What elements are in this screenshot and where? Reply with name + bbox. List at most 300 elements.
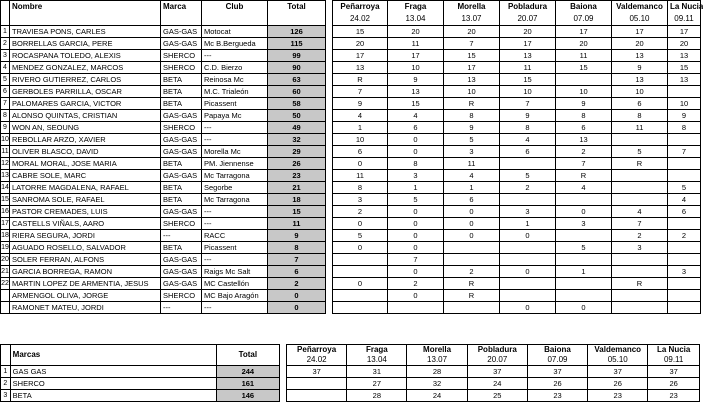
brands-body [1,366,700,402]
round-result [612,182,668,194]
round-result: 0 [500,266,556,278]
brand-round-result: 31 [347,366,407,378]
rider-name: OLIVER BLASCO, DAVID [10,146,161,158]
spacer-cell [326,230,333,242]
rider-club: MC Bajo Aragón [202,290,268,302]
table-row [1,50,701,62]
round-result [556,230,612,242]
round-result: 8 [500,122,556,134]
round-result: 7 [556,158,612,170]
rider-club: Motocat [202,26,268,38]
round-result: 3 [556,218,612,230]
spacer-cell [326,302,333,314]
round-result: 10 [556,86,612,98]
rider-club: PM. Jiennense [202,158,268,170]
table-row [1,26,701,38]
rider-brand: BETA [161,74,202,86]
round-result: 15 [668,62,701,74]
round-result: 5 [388,194,444,206]
round-result: 3 [388,170,444,182]
spacer-cell [279,378,287,390]
round-result [668,86,701,98]
rider-brand: GAS-GAS [161,278,202,290]
rider-name: MARTIN LOPEZ DE ARMENTIA, JESUS [10,278,161,290]
spacer-cell [326,98,333,110]
nombre-header: Nombre [10,1,161,14]
round-result: 7 [388,254,444,266]
brand-round-result: 25 [467,390,527,402]
round-result [668,242,701,254]
rider-name: AGUADO ROSELLO, SALVADOR [10,242,161,254]
rider-total: 18 [268,194,326,206]
round-result: R [333,74,388,86]
round-result: 4 [612,206,668,218]
row-position: 1 [1,366,11,378]
round-result: 17 [612,26,668,38]
rider-name: ARMENGOL OLIVA, JORGE [10,290,161,302]
round-result: 3 [668,266,701,278]
round-result: 0 [556,206,612,218]
brand-round-3: Pobladura 20.07 [467,345,527,366]
round-result [668,170,701,182]
round-result: 20 [333,38,388,50]
round-result: 0 [444,206,500,218]
round-result: 13 [333,62,388,74]
spacer-column [326,1,333,14]
round-result: 11 [612,122,668,134]
rider-club: Picassent [202,242,268,254]
round-result [668,278,701,290]
round-result: 1 [444,182,500,194]
round-date: 07.09 [556,13,612,26]
round-result [556,278,612,290]
brand-round-result [287,390,347,402]
round-result: R [444,278,500,290]
round-result: 13 [388,86,444,98]
round-result [668,158,701,170]
spacer-cell [326,170,333,182]
round-result: 0 [444,218,500,230]
round-result: 15 [333,26,388,38]
rider-name: TRAVIESA PONS, CARLES [10,26,161,38]
table-row [1,242,701,254]
row-position: 1 [1,26,10,38]
spacer-column [279,345,287,366]
round-result [556,194,612,206]
round-result: 0 [388,146,444,158]
round-result: 0 [388,242,444,254]
round-result: 6 [612,98,668,110]
round-result: 20 [612,38,668,50]
round-result: 9 [556,98,612,110]
round-result: 5 [500,170,556,182]
round-result: 1 [333,122,388,134]
round-result: 11 [500,62,556,74]
round-result: 17 [556,26,612,38]
table-row [1,194,701,206]
rider-brand: BETA [161,182,202,194]
rider-brand: GAS-GAS [161,206,202,218]
brand-round-result [287,378,347,390]
round-result: 10 [333,134,388,146]
rider-total: 58 [268,98,326,110]
round-result: R [556,170,612,182]
spacer-cell [326,182,333,194]
round-result: 5 [668,182,701,194]
round-result: 0 [556,302,612,314]
round-result: 11 [556,50,612,62]
total-header: Total [268,1,326,14]
round-result: 8 [444,110,500,122]
round-result: 9 [444,122,500,134]
row-position: 12 [1,158,10,170]
round-result [500,158,556,170]
brand-name: SHERCO [10,378,216,390]
brand-round-1: Fraga 13.04 [347,345,407,366]
round-result: 4 [388,110,444,122]
table-row [1,146,701,158]
round-result: 0 [444,230,500,242]
round-result: 13 [612,50,668,62]
round-result: 15 [388,98,444,110]
rider-club: --- [202,206,268,218]
round-name: Morella [444,1,500,14]
round-result: 9 [333,98,388,110]
brand-round-0: Peñarroya 24.02 [287,345,347,366]
round-result [444,242,500,254]
round-date: 13.07 [444,13,500,26]
rider-name: REBOLLAR ARZO, XAVIER [10,134,161,146]
rider-name: RAMONET MATEU, JORDI [10,302,161,314]
round-result [500,290,556,302]
table-row [1,170,701,182]
spacer-cell [326,206,333,218]
rider-club: Reinosa Mc [202,74,268,86]
round-result: R [612,278,668,290]
row-position: 10 [1,134,10,146]
round-result: 0 [500,302,556,314]
round-result [612,194,668,206]
round-result: 4 [333,110,388,122]
rider-total: 63 [268,74,326,86]
round-result: 3 [444,146,500,158]
brand-round-result: 37 [527,366,587,378]
round-result: 2 [612,230,668,242]
brand-round-result: 28 [347,390,407,402]
rider-brand: GAS-GAS [161,110,202,122]
round-result: 15 [556,62,612,74]
brand-name: BETA [10,390,216,402]
rider-club: Mc Tarragona [202,194,268,206]
round-result [668,218,701,230]
rider-club: Mc Tarragona [202,170,268,182]
rider-name: CASTELLS VIÑALS, AARO [10,218,161,230]
brands-total-header: Total [217,345,279,366]
spacer-cell [326,134,333,146]
row-position [1,302,10,314]
brand-round-result: 26 [527,378,587,390]
spacer-cell [326,122,333,134]
round-result [333,266,388,278]
round-result [444,254,500,266]
rider-total: 6 [268,266,326,278]
round-result: 4 [500,134,556,146]
round-result: 7 [500,98,556,110]
spacer-cell [326,146,333,158]
table-row [1,206,701,218]
round-result: 20 [556,38,612,50]
rider-name: SANROMA SOLE, RAFAEL [10,194,161,206]
round-result: 17 [444,62,500,74]
standings-body [1,26,701,314]
round-result [668,302,701,314]
round-result: 0 [500,230,556,242]
round-result: 0 [388,134,444,146]
rider-total: 26 [268,158,326,170]
round-result: 6 [556,122,612,134]
spacer-cell [326,62,333,74]
row-position: 21 [1,266,10,278]
rider-brand: BETA [161,158,202,170]
round-result: 2 [388,278,444,290]
round-result [556,74,612,86]
rider-club: Morella Mc [202,146,268,158]
round-result: 6 [668,206,701,218]
rider-club: --- [202,122,268,134]
round-result: 8 [556,110,612,122]
row-position: 2 [1,378,11,390]
round-result: 10 [612,86,668,98]
rider-brand: SHERCO [161,122,202,134]
round-result: 7 [612,218,668,230]
row-position: 6 [1,86,10,98]
club-header: Club [202,1,268,14]
row-position: 19 [1,242,10,254]
brand-round-2: Morella 13.07 [407,345,467,366]
round-result: 0 [333,218,388,230]
rider-brand: BETA [161,194,202,206]
rider-total: 21 [268,182,326,194]
round-result: 0 [333,278,388,290]
round-result [612,170,668,182]
round-result: 0 [388,218,444,230]
round-result: 0 [388,290,444,302]
table-row [1,62,701,74]
brand-round-6: La Nucia 09.11 [648,345,700,366]
round-result: 5 [556,242,612,254]
round-result [333,290,388,302]
round-result [333,302,388,314]
round-result: 13 [668,50,701,62]
round-result: 2 [444,266,500,278]
rider-club: --- [202,302,268,314]
round-result: 10 [668,98,701,110]
row-position: 2 [1,38,10,50]
rider-club: Picassent [202,98,268,110]
rider-total: 115 [268,38,326,50]
rider-club: --- [202,218,268,230]
round-result: 9 [612,62,668,74]
rider-total: 7 [268,254,326,266]
brand-total: 161 [217,378,279,390]
row-position: 18 [1,230,10,242]
table-row [1,122,701,134]
round-result [500,242,556,254]
row-position: 3 [1,390,11,402]
brand-round-result: 32 [407,378,467,390]
brands-table [0,344,700,402]
rider-club: --- [202,50,268,62]
rider-brand: GAS-GAS [161,254,202,266]
round-result [444,302,500,314]
rider-total: 9 [268,230,326,242]
spacer-cell [326,254,333,266]
round-result: 9 [668,110,701,122]
table-row [1,74,701,86]
rider-total: 8 [268,242,326,254]
table-row [1,134,701,146]
brand-round-result: 37 [588,366,648,378]
row-position: 22 [1,278,10,290]
round-result: 5 [444,134,500,146]
rider-name: LATORRE MAGDALENA, RAFAEL [10,182,161,194]
round-result: 6 [500,146,556,158]
rider-club: MC Castellón [202,278,268,290]
rider-total: 32 [268,134,326,146]
rider-brand: SHERCO [161,218,202,230]
row-position: 14 [1,182,10,194]
table-row [1,218,701,230]
table-row [1,182,701,194]
table-row [1,378,700,390]
row-position: 4 [1,62,10,74]
round-result: 17 [388,50,444,62]
rider-total: 49 [268,122,326,134]
round-result: 9 [388,74,444,86]
round-result: 1 [388,182,444,194]
marcas-header: Marcas [10,345,216,366]
rider-club: Raigs Mc Salt [202,266,268,278]
rider-name: ROCASPANA TOLEDO, ALEXIS [10,50,161,62]
round-result: 3 [500,206,556,218]
table-row [1,98,701,110]
table-row [1,110,701,122]
round-result: 1 [500,218,556,230]
round-result: 0 [333,158,388,170]
round-result: 17 [333,50,388,62]
row-position: 9 [1,122,10,134]
round-result [612,266,668,278]
rider-name: WON AN, SEOUNG [10,122,161,134]
round-result: 20 [388,26,444,38]
rider-brand: BETA [161,242,202,254]
rider-name: RIERA SEGURA, JORDI [10,230,161,242]
rider-brand: GAS-GAS [161,38,202,50]
rider-brand: GAS-GAS [161,26,202,38]
spacer-cell [279,366,287,378]
rider-club: RACC [202,230,268,242]
table-row [1,302,701,314]
round-result: R [444,290,500,302]
round-result: 6 [388,122,444,134]
spacer-cell [326,110,333,122]
brand-round-4: Baiona 07.09 [527,345,587,366]
rider-brand: SHERCO [161,50,202,62]
spacer-cell [326,194,333,206]
round-result [500,278,556,290]
round-result: 8 [612,110,668,122]
rider-name: ALONSO QUINTAS, CRISTIAN [10,110,161,122]
row-position: 13 [1,170,10,182]
round-result: 6 [333,146,388,158]
rider-name: CABRE SOLE, MARC [10,170,161,182]
round-result: 2 [333,206,388,218]
round-result [333,254,388,266]
round-result: 1 [556,266,612,278]
rider-club: Segorbe [202,182,268,194]
rider-brand: GAS-GAS [161,146,202,158]
row-position: 7 [1,98,10,110]
spacer-cell [326,38,333,50]
round-result: 5 [612,146,668,158]
round-result: 13 [612,74,668,86]
rider-name: GERBOLES PARRILLA, OSCAR [10,86,161,98]
round-result: 20 [500,26,556,38]
round-result: 8 [668,122,701,134]
round-result: 15 [500,74,556,86]
row-position: 3 [1,50,10,62]
round-result: 4 [556,182,612,194]
round-result: 7 [444,38,500,50]
table-row [1,254,701,266]
round-result: 11 [333,170,388,182]
brand-total: 146 [217,390,279,402]
rider-total: 99 [268,50,326,62]
rider-brand: GAS-GAS [161,266,202,278]
round-result: 3 [333,194,388,206]
round-result: 7 [333,86,388,98]
spacer-cell [326,86,333,98]
row-position: 17 [1,218,10,230]
round-result: R [444,98,500,110]
round-result: 17 [668,26,701,38]
rider-total: 2 [268,278,326,290]
rider-club: Papaya Mc [202,110,268,122]
rider-name: BORRELLAS GARCIA, PERE [10,38,161,50]
round-name: La Nucia [668,1,701,14]
brands-header [1,345,700,366]
rider-total: 60 [268,86,326,98]
brand-round-result: 23 [648,390,700,402]
rider-brand: SHERCO [161,62,202,74]
round-result: 4 [668,194,701,206]
spacer-cell [326,26,333,38]
rider-total: 90 [268,62,326,74]
brand-round-result: 26 [588,378,648,390]
rider-name: MENDEZ GONZALEZ, MARCOS [10,62,161,74]
round-name: Valdemanco [612,1,668,14]
round-result: 5 [333,230,388,242]
brand-round-result: 23 [588,390,648,402]
rider-name: PASTOR CREMADES, LUIS [10,206,161,218]
row-position: 20 [1,254,10,266]
round-result: 20 [668,38,701,50]
round-result: 4 [444,170,500,182]
table-row [1,38,701,50]
rider-total: 0 [268,302,326,314]
round-name: Baiona [556,1,612,14]
spacer-cell [326,242,333,254]
